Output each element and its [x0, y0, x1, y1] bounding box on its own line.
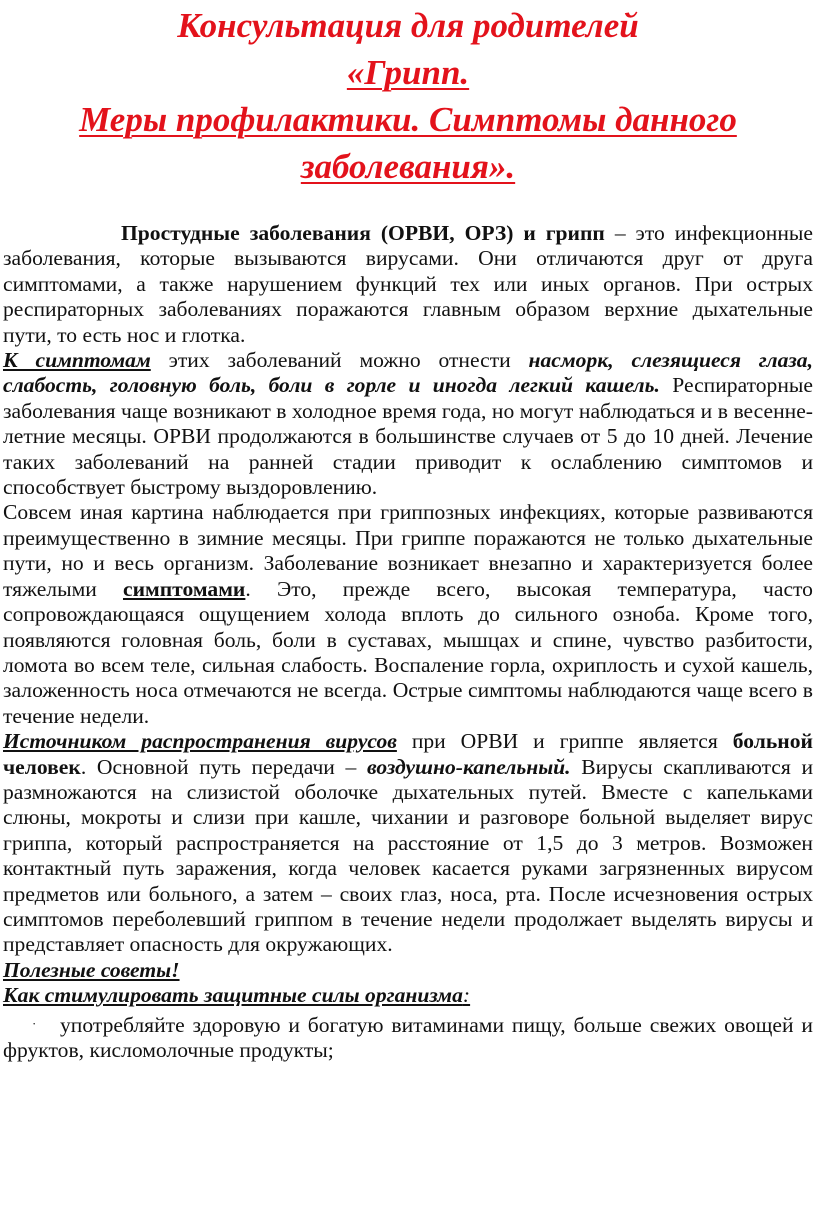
- tips-heading: Полезные советы!: [3, 957, 180, 982]
- source-route: воздушно-капельный.: [367, 754, 571, 779]
- source-carrier: больной человек: [3, 729, 813, 779]
- source-lead: Источником распространения вирусов: [3, 729, 397, 754]
- flu-text-2: . Это, прежде всего, высокая температура, часто сопровождающаяся ощущением холода вплоть до сильного озноба. Кроме того, появляются головная боль, боли в суставах, мышцах и спине, чувство разбитости, ломота во всем теле, сильная слабость. Воспаление горла, охриплость и сухой кашель, заложенность носа отмечаются не всегда. Острые симптомы наблюдаются чаще всего в течение недели.: [3, 576, 813, 728]
- flu-text-1: Совсем иная картина наблюдается при гриппозных инфекциях, которые развиваются преимущественно в зимние месяцы. При гриппе поражаются не только дыхательные пути, но и весь организм. Заболевание возникает внезапно и характеризуется более тяжелыми: [3, 500, 813, 601]
- intro-bold: Простудные заболевания (ОРВИ, ОРЗ) и грипп: [121, 221, 605, 245]
- bullet-dot-icon: ·: [32, 1015, 37, 1031]
- article-body: [3, 221, 813, 1063]
- symptoms-text-1: этих заболеваний можно отнести: [150, 348, 529, 373]
- title-line-1: Консультация для родителей: [177, 6, 639, 45]
- stimulate-colon: :: [462, 983, 471, 1008]
- source-text-3: Вирусы скапливаются и размножаются на слизистой оболочке дыхательных путей. Вместе с капельками слюны, мокроты и слизи при кашле, чихании и разговоре больной выделяет вирус гриппа, который распространяется на расстояние от 1,5 до 3 метров. Возможен контактный путь заражения, когда человек касается руками загрязненных вирусом предметов или больного, а затем – своих глаз, носа, рта. После исчезновения острых симптомов переболевший гриппом в течение недели продолжает выделять вирусы и представляет опасность для окружающих.: [3, 754, 814, 957]
- symptoms-lead: К симптомам: [3, 348, 151, 373]
- page-title: [0, 2, 816, 190]
- stimulate-heading: Как стимулировать защитные силы организма: [3, 983, 463, 1008]
- symptoms-list: насморк, слезящиеся глаза, слабость, головную боль, боли в горле и иногда легкий кашель.: [3, 348, 813, 398]
- paragraph-intro: [3, 221, 813, 348]
- intro-text: – это инфекционные заболевания, которые вызываются вирусами. Они отличаются друг от друга симптомами, а также нарушением функций тех или иных органов. При острых респираторных заболеваниях поражаются главным образом верхние дыхательные пути, то есть нос и глотка.: [3, 221, 813, 347]
- title-line-3: Меры профилактики. Симптомы данного: [79, 100, 737, 139]
- flu-symptoms-word: симптомами: [122, 576, 246, 601]
- paragraph-symptoms: [3, 348, 813, 500]
- stimulate-heading-line: [3, 983, 813, 1008]
- source-text-2: . Основной путь передачи –: [80, 754, 367, 779]
- bullet-text: употребляйте здоровую и богатую витаминами пищу, больше свежих овощей и фруктов, кисломолочные продукты;: [3, 1012, 813, 1062]
- symptoms-text-2: Респираторные заболевания чаще возникают в холодное время года, но могут наблюдаться и в весенне-летние месяцы. ОРВИ продолжаются в большинстве случаев от 5 до 10 дней. Лечение таких заболеваний на ранней стадии приводит к ослаблению симптомов и способствует быстрому выздоровлению.: [3, 373, 813, 500]
- title-line-2: «Грипп.: [346, 53, 470, 92]
- paragraph-flu: [3, 500, 813, 729]
- source-text-1: при ОРВИ и гриппе является: [396, 729, 733, 754]
- title-line-4: заболевания».: [300, 147, 516, 186]
- paragraph-source: [3, 729, 813, 958]
- list-item: [3, 1013, 813, 1064]
